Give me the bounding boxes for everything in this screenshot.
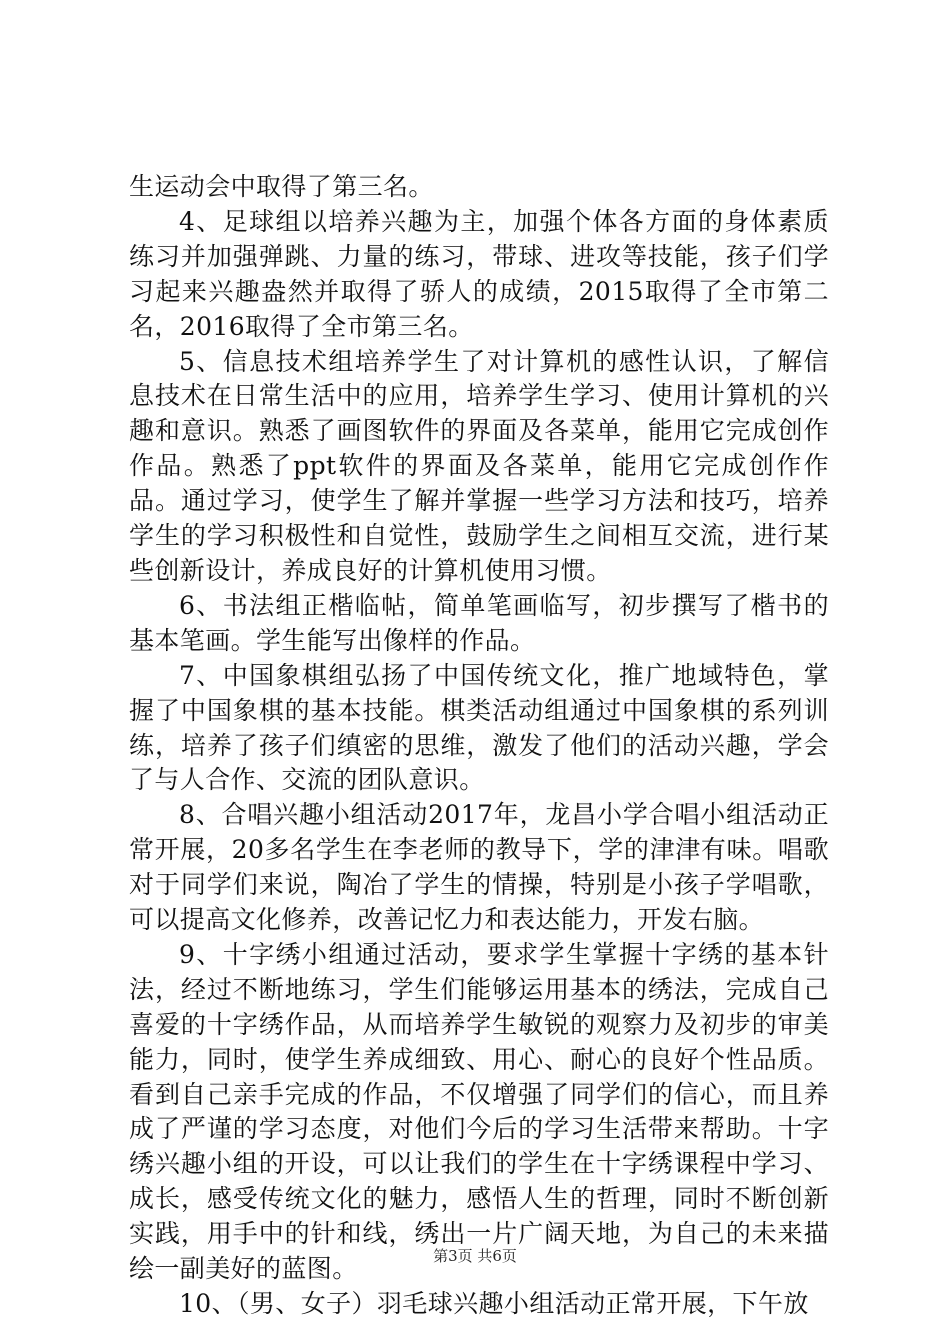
paragraph-continuation: 生运动会中取得了第三名。 xyxy=(129,172,434,201)
paragraph-choir-group: 8、合唱兴趣小组活动2017年，龙昌小学合唱小组活动正常开展，20多名学生在李老师的教导下，学的津津有味。唱歌对于同学们来说，陶冶了学生的情操，特别是小孩子学唱歌，可以提高文化修养，改善记忆力和表达能力，开发右脑。 xyxy=(129,800,829,935)
document-body xyxy=(129,170,829,1322)
paragraph-cross-stitch-group: 9、十字绣小组通过活动，要求学生掌握十字绣的基本针法，经过不断地练习，学生们能够运用基本的绣法，完成自己喜爱的十字绣作品，从而培养学生敏锐的观察力及初步的审美能力，同时，使学生养成细致、用心、耐心的良好个性品质。看到自己亲手完成的作品，不仅增强了同学们的信心，而且养成了严谨的学习态度，对他们今后的学习生活带来帮助。十字绣兴趣小组的开设，可以让我们的学生在十字绣课程中学习、成长，感受传统文化的魅力，感悟人生的哲理，同时不断创新实践，用手中的针和线，绣出一片广阔天地，为自己的未来描绘一副美好的蓝图。 xyxy=(129,939,829,1284)
paragraph-it-group: 5、信息技术组培养学生了对计算机的感性认识，了解信息技术在日常生活中的应用，培养学生学习、使用计算机的兴趣和意识。熟悉了画图软件的界面及各菜单，能用它完成创作作品。熟悉了ppt软件的界面及各菜单，能用它完成创作作品。通过学习，使学生了解并掌握一些学习方法和技巧，培养学生的学习积极性和自觉性，鼓励学生之间相互交流，进行某些创新设计，养成良好的计算机使用习惯。 xyxy=(129,346,829,585)
page-footer: 第3页 共6页 xyxy=(433,1247,517,1265)
paragraph-football-group: 4、足球组以培养兴趣为主，加强个体各方面的身体素质练习并加强弹跳、力量的练习，带球、进攻等技能，孩子们学习起来兴趣盎然并取得了骄人的成绩，2015取得了全市第二名，2016取得了全市第三名。 xyxy=(129,206,829,341)
paragraph-badminton-group: 10、（男、女子）羽毛球兴趣小组活动正常开展，下午放 xyxy=(179,1289,809,1318)
paragraph-chess-group: 7、中国象棋组弘扬了中国传统文化，推广地域特色，掌握了中国象棋的基本技能。棋类活动组通过中国象棋的系列训练，培养了孩子们缜密的思维，激发了他们的活动兴趣，学会了与人合作、交流的团队意识。 xyxy=(129,660,829,795)
paragraph-calligraphy-group: 6、书法组正楷临帖，简单笔画临写，初步撰写了楷书的基本笔画。学生能写出像样的作品。 xyxy=(129,590,829,655)
